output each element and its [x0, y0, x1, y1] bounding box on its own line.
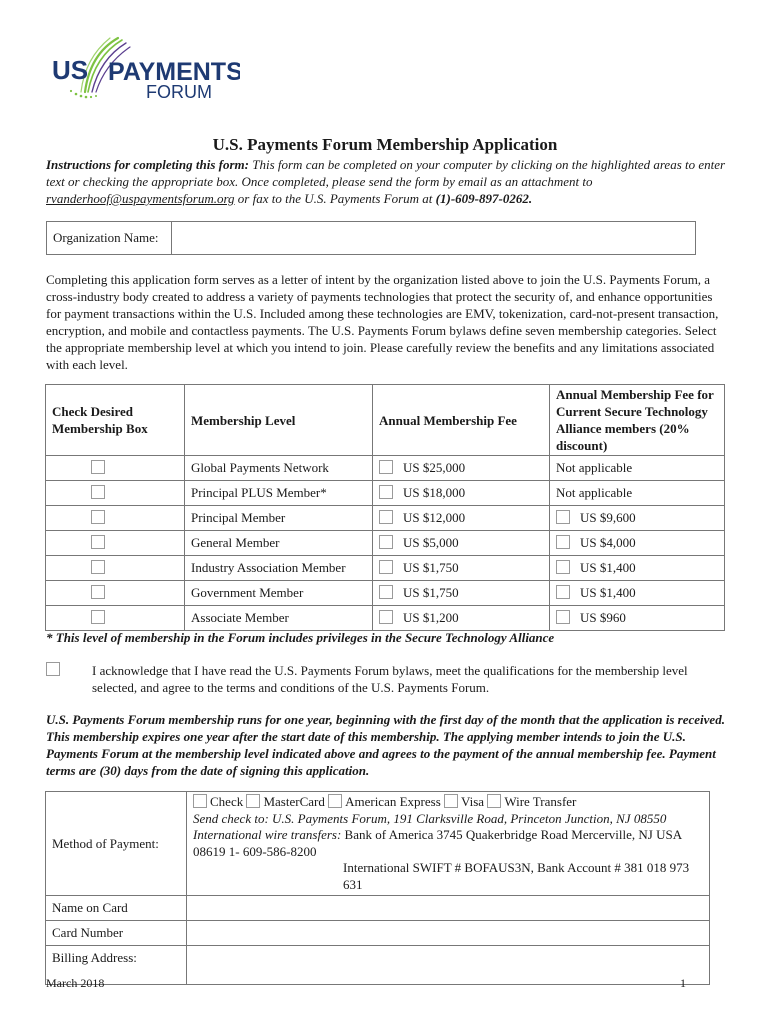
visa-checkbox[interactable]	[444, 794, 458, 808]
level-name: Industry Association Member	[185, 556, 373, 581]
membership-terms: U.S. Payments Forum membership runs for one year, beginning with the first day of the month that the application is received. This membership expires one year after the start date of this membership. The applying member intends to join the U.S. Payments Forum at the membership level indicated above and agrees to the payment of the annual membership fee. Payment terms are (30) days from the date of signing this application.	[46, 712, 725, 778]
fee-checkbox[interactable]	[379, 585, 393, 599]
discount-value: US $1,400	[580, 560, 636, 575]
check-address: Send check to: U.S. Payments Forum, 191 Clarksville Road, Princeton Junction, NJ 08550	[193, 810, 667, 826]
fee-checkbox[interactable]	[379, 535, 393, 549]
discount-value: Not applicable	[550, 456, 725, 481]
billing-address-label: Billing Address:	[46, 946, 187, 985]
page-number: 1	[680, 976, 686, 990]
discount-checkbox[interactable]	[556, 535, 570, 549]
header-membership-level: Membership Level	[185, 385, 373, 456]
level-name: Global Payments Network	[185, 456, 373, 481]
wire-details: Bank of America 3745 Quakerbridge Road Mercerville, NJ USA 08619 1- 609-586-8200	[193, 827, 682, 859]
logo-swoosh-icon	[50, 34, 240, 104]
fee-value: US $12,000	[403, 510, 466, 525]
fee-checkbox[interactable]	[379, 460, 393, 474]
email-link[interactable]: rvanderhoof@uspaymentsforum.org	[46, 191, 235, 206]
fee-value: US $1,750	[403, 585, 459, 600]
name-on-card-label: Name on Card	[46, 896, 187, 921]
intro-paragraph: Completing this application form serves as a letter of intent by the organization listed above to join the U.S. Payments Forum, a cross-industry body created to address a variety of payments technologies that protect the security of, and enhance opportunities for payment transactions within the U.S. Included among these technologies are EMV, tokenization, card-not-present transaction, encryption, and mobile and contactless payments. The U.S. Payments Forum bylaws define seven membership categories. Select the appropriate membership level at which you intend to join. Please carefully review the benefits and any limitations associated with each level.	[46, 272, 719, 372]
acknowledgement-text: I acknowledge that I have read the U.S. Payments Forum bylaws, meet the qualifications for the membership level selected, and agree to the terms and conditions of the U.S. Payments Forum.	[92, 663, 688, 695]
amex-checkbox[interactable]	[328, 794, 342, 808]
level-checkbox[interactable]	[91, 610, 105, 624]
option-visa: Visa	[461, 794, 485, 809]
fee-checkbox[interactable]	[379, 485, 393, 499]
footnote: * This level of membership in the Forum includes privileges in the Secure Technology Alliance	[46, 630, 555, 645]
discount-checkbox[interactable]	[556, 560, 570, 574]
wire-info	[193, 827, 703, 860]
discount-value: Not applicable	[550, 481, 725, 506]
method-of-payment-label: Method of Payment:	[46, 792, 187, 896]
fee-value: US $25,000	[403, 460, 466, 475]
acknowledge-checkbox[interactable]	[46, 662, 60, 676]
level-name: Principal PLUS Member*	[185, 481, 373, 506]
discount-value: US $1,400	[580, 585, 636, 600]
logo-payments-text: PAYMENTS	[108, 58, 240, 86]
billing-address-field[interactable]	[187, 946, 710, 985]
option-check: Check	[210, 794, 244, 809]
option-amex: American Express	[345, 794, 441, 809]
level-checkbox[interactable]	[91, 560, 105, 574]
level-checkbox[interactable]	[91, 535, 105, 549]
table-row	[46, 606, 725, 631]
table-row	[46, 556, 725, 581]
fee-value: US $1,200	[403, 610, 459, 625]
instructions-text: This form can be completed on your computer by clicking on the highlighted areas to enter text or checking the appropriate box. Once completed, please send the form by email as an attachment to	[46, 157, 726, 189]
level-checkbox[interactable]	[91, 485, 105, 499]
organization-label: Organization Name:	[47, 222, 172, 255]
table-row	[46, 531, 725, 556]
table-header-row	[46, 385, 725, 456]
option-mastercard: MasterCard	[263, 794, 325, 809]
wire-transfer-checkbox[interactable]	[487, 794, 501, 808]
fee-value: US $5,000	[403, 535, 459, 550]
mastercard-checkbox[interactable]	[246, 794, 260, 808]
fee-checkbox[interactable]	[379, 510, 393, 524]
instructions	[46, 156, 726, 207]
swift-info: International SWIFT # BOFAUS3N, Bank Account # 381 018 973 631	[343, 860, 690, 892]
membership-levels-table	[45, 384, 725, 631]
fax-number: (1)-609-897-0262.	[435, 191, 533, 206]
instructions-lead: Instructions for completing this form:	[46, 157, 249, 172]
discount-checkbox[interactable]	[556, 610, 570, 624]
discount-value: US $9,600	[580, 510, 636, 525]
table-row	[46, 506, 725, 531]
discount-checkbox[interactable]	[556, 585, 570, 599]
level-name: Government Member	[185, 581, 373, 606]
fee-checkbox[interactable]	[379, 560, 393, 574]
name-on-card-field[interactable]	[187, 896, 710, 921]
header-discount-fee: Annual Membership Fee for Current Secure Technology Alliance members (20% discount)	[550, 385, 725, 456]
us-payments-forum-logo	[50, 34, 240, 104]
table-row	[46, 481, 725, 506]
fee-checkbox[interactable]	[379, 610, 393, 624]
footer-date: March 2018	[46, 976, 105, 990]
level-checkbox[interactable]	[91, 460, 105, 474]
check-checkbox[interactable]	[193, 794, 207, 808]
fee-value: US $1,750	[403, 560, 459, 575]
wire-label: International wire transfers:	[193, 827, 342, 842]
header-check-box: Check Desired Membership Box	[46, 385, 185, 456]
card-number-label: Card Number	[46, 921, 187, 946]
logo-forum-text: FORUM	[146, 82, 212, 102]
fax-text: or fax to the U.S. Payments Forum at	[237, 191, 433, 206]
discount-value: US $4,000	[580, 535, 636, 550]
level-checkbox[interactable]	[91, 510, 105, 524]
header-annual-fee: Annual Membership Fee	[373, 385, 550, 456]
level-checkbox[interactable]	[91, 585, 105, 599]
discount-value: US $960	[580, 610, 626, 625]
card-number-field[interactable]	[187, 921, 710, 946]
option-wire-transfer: Wire Transfer	[504, 794, 577, 809]
organization-name-field[interactable]	[172, 222, 696, 255]
payment-method-cell	[187, 792, 710, 896]
table-row	[46, 581, 725, 606]
discount-checkbox[interactable]	[556, 510, 570, 524]
payment-table	[45, 791, 710, 985]
fee-value: US $18,000	[403, 485, 466, 500]
level-name: Associate Member	[185, 606, 373, 631]
organization-table	[46, 221, 696, 255]
table-row	[46, 456, 725, 481]
logo-us-text: US	[52, 55, 89, 85]
page-title: U.S. Payments Forum Membership Application	[212, 135, 558, 154]
level-name: General Member	[185, 531, 373, 556]
level-name: Principal Member	[185, 506, 373, 531]
payment-options	[193, 794, 703, 811]
